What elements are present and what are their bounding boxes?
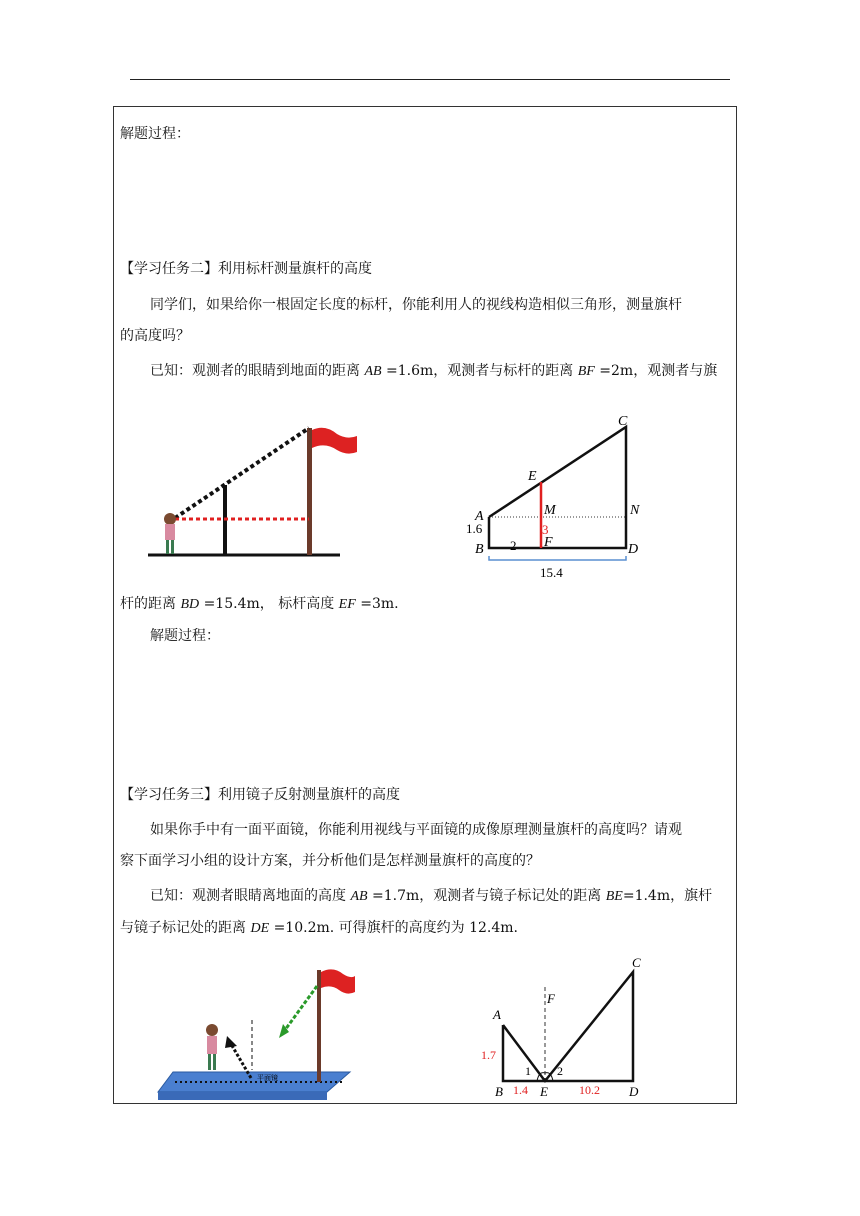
label-m: M xyxy=(544,503,556,518)
task3-given-line1 xyxy=(150,886,712,907)
task2-cont-ef: =3m. xyxy=(355,596,399,612)
header-rule xyxy=(130,79,730,80)
flag-pole-illustration xyxy=(145,420,360,560)
label-e-3: E xyxy=(540,1084,548,1099)
task2-given-line2 xyxy=(120,594,399,615)
label-ef-length: 3 xyxy=(542,522,549,537)
task3-para-line1: 如果你手中有一面平面镜，你能利用视线与平面镜的成像原理测量旗杆的高度吗？请观 xyxy=(150,822,682,838)
task3-given-line2 xyxy=(120,918,518,939)
task3-line2-de: =10.2m. 可得旗杆的高度约为 12.4m. xyxy=(269,920,519,936)
task3-heading: 【学习任务三】利用镜子反射测量旗杆的高度 xyxy=(120,787,400,803)
mirror-illustration xyxy=(155,960,355,1105)
label-e: E xyxy=(528,469,537,484)
task3-given-ab: =1.7m，观测者与镜子标记处的距离 xyxy=(367,888,606,904)
label-angle2: 2 xyxy=(557,1064,563,1078)
label-d-3: D xyxy=(629,1084,639,1099)
solve-label-1: 解题过程： xyxy=(120,126,190,142)
label-a-3: A xyxy=(493,1007,501,1022)
task3-given-be: =1.4m，旗杆 xyxy=(622,888,713,904)
task2-para-line1: 同学们，如果给你一根固定长度的标杆，你能利用人的视线构造相似三角形，测量旗杆 xyxy=(150,297,682,313)
label-a: A xyxy=(475,509,484,524)
task2-cont-prefix: 杆的距离 xyxy=(120,596,181,612)
var-ef: EF xyxy=(338,597,356,612)
label-de-length: 10.2 xyxy=(579,1083,600,1097)
task3-given-prefix: 已知：观测者眼睛离地面的高度 xyxy=(150,888,351,904)
label-c-3: C xyxy=(632,955,641,970)
label-bf-length: 2 xyxy=(510,538,517,553)
var-bf: BF xyxy=(577,364,595,379)
task3-line2-prefix: 与镜子标记处的距离 xyxy=(120,920,251,936)
label-angle1: 1 xyxy=(525,1064,531,1078)
task2-heading: 【学习任务二】利用标杆测量旗杆的高度 xyxy=(120,261,372,277)
mirror-label: 平面镜 xyxy=(257,1074,278,1082)
task3-geometry-diagram xyxy=(475,955,675,1105)
label-ab-length: 1.6 xyxy=(466,521,483,536)
label-bd-length: 15.4 xyxy=(540,565,563,580)
var-be: BE xyxy=(605,889,623,904)
var-ab: AB xyxy=(364,364,382,379)
var-de: DE xyxy=(250,921,270,936)
task2-given-prefix: 已知：观测者的眼睛到地面的距离 xyxy=(150,363,365,379)
label-b: B xyxy=(475,542,484,557)
var-ab-3: AB xyxy=(350,889,368,904)
task2-given-line1 xyxy=(150,361,717,382)
label-d: D xyxy=(628,542,639,557)
label-b-3: B xyxy=(495,1084,503,1099)
task2-given-ab: =1.6m，观测者与标杆的距离 xyxy=(381,363,578,379)
label-f: F xyxy=(544,535,553,550)
task2-geometry-diagram xyxy=(460,410,650,590)
task2-given-bf: =2m，观测者与旗 xyxy=(594,363,718,379)
label-ab-length-3: 1.7 xyxy=(481,1048,496,1062)
label-be-length: 1.4 xyxy=(513,1083,528,1097)
var-bd: BD xyxy=(180,597,200,612)
task3-para-line2: 察下面学习小组的设计方案，并分析他们是怎样测量旗杆的高度的？ xyxy=(120,853,540,869)
label-n: N xyxy=(630,503,640,518)
label-c: C xyxy=(618,414,628,429)
task2-cont-bd: =15.4m， 标杆高度 xyxy=(199,596,339,612)
label-f-3: F xyxy=(547,991,555,1006)
task2-para-line2: 的高度吗？ xyxy=(120,328,190,344)
solve-label-2: 解题过程： xyxy=(150,628,220,644)
